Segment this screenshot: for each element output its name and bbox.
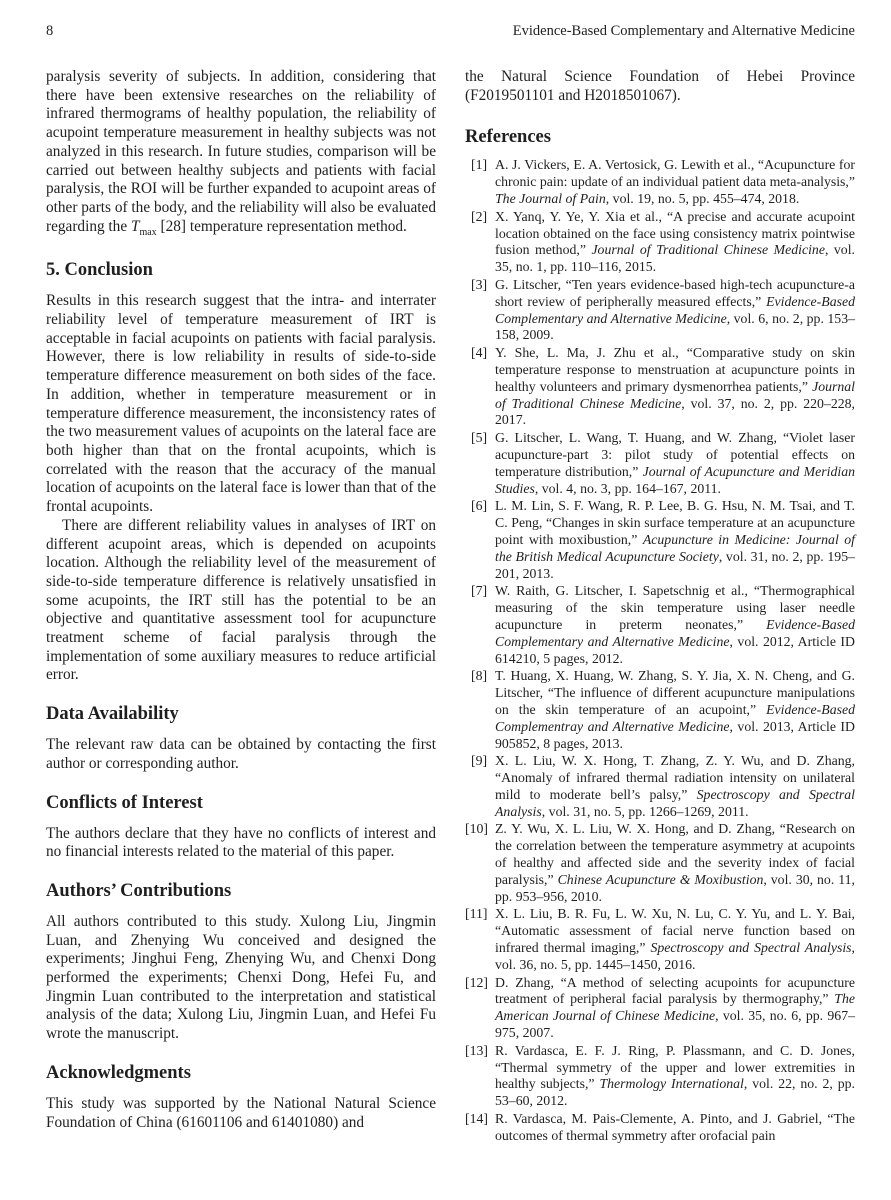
reference-journal: Thermology International bbox=[599, 1076, 744, 1092]
reference-text bbox=[495, 668, 855, 752]
reference-details: , vol. 35, no. 1, pp. 110–116, 2015. bbox=[495, 242, 855, 275]
reference-journal: The Journal of Pain bbox=[495, 191, 606, 206]
reference-number: [9] bbox=[471, 753, 488, 769]
left-column bbox=[46, 68, 436, 1132]
reference-citation: X. L. Liu, B. R. Fu, L. W. Xu, N. Lu, C. Y. Yu, and L. Y. Bai, “Automatic assessment of facial nerve function based on infrared thermal imaging,” bbox=[495, 906, 855, 956]
reference-citation: Y. She, L. Ma, J. Zhu et al., “Comparative study on skin temperature response to menstruation at acupuncture points in healthy volunteers and primary dysmenorrhea patients,” bbox=[495, 345, 855, 394]
reference-item bbox=[465, 906, 855, 973]
reference-journal: Chinese Acupuncture & Moxibustion bbox=[557, 871, 764, 887]
reference-number: [1] bbox=[471, 157, 488, 173]
reference-text bbox=[495, 583, 855, 667]
reference-number: [12] bbox=[465, 974, 488, 990]
reference-citation: L. M. Lin, S. F. Wang, R. P. Lee, B. G. Hsu, N. M. Tsai, and T. C. Peng, “Changes in skin surface temperature at an acupuncture point with moxibustion,” bbox=[495, 498, 855, 547]
conclusion-paragraph-1: Results in this research suggest that the intra- and interrater reliability level of temperature measurement of IRT is acceptable in facial acupoints on patients with facial paralysis. However, there is low reliability in results of side-to-side temperature difference measurement on both sides of the face. In addition, whether in temperature measurement or in temperature difference measurement, the inconsistency rates of the two measurement values of acupoints on the lateral face are both higher than that on the frontal acupoints, which is correlated with the reason that the accuracy of the manual location of acupoints on the lateral face is lower than that of the frontal acupoints. bbox=[46, 292, 436, 516]
reference-text bbox=[495, 1043, 855, 1110]
reference-journal: Evidence-Based Complementary and Alternative Medicine bbox=[495, 293, 855, 326]
reference-details: , vol. 2012, Article ID 614210, 5 pages, 2012. bbox=[495, 633, 855, 666]
reference-details: , vol. 31, no. 2, pp. 195–201, 2013. bbox=[495, 548, 855, 581]
reference-number: [6] bbox=[471, 498, 488, 514]
reference-number: [14] bbox=[465, 1111, 488, 1127]
reference-journal: Journal of Traditional Chinese Medicine bbox=[495, 378, 855, 411]
reference-item bbox=[465, 753, 855, 820]
t-subscript: max bbox=[139, 226, 157, 238]
reference-text bbox=[495, 498, 855, 582]
page-header bbox=[46, 20, 855, 42]
reference-item bbox=[465, 498, 855, 582]
reference-item bbox=[465, 345, 855, 429]
t-symbol: T bbox=[130, 217, 140, 235]
intro-text-a: paralysis severity of subjects. In addition, considering that there have been extensive researches on the reliability of infrared thermograms of healthy population, the reliability of acupoint temperature measurement in healthy subjects was not analyzed in this research. In future studies, comparison will be carried out between healthy subjects and patients with facial paralysis, the ROI will be further expanded to acupoint areas of other parts of the body, and the reliability will also be evaluated regarding the bbox=[46, 68, 436, 235]
reference-list bbox=[465, 157, 855, 1144]
conflicts-heading: Conflicts of Interest bbox=[46, 792, 203, 813]
references-heading: References bbox=[465, 127, 551, 148]
reference-journal: Spectroscopy and Spectral Analysis bbox=[495, 786, 855, 819]
reference-citation: A. J. Vickers, E. A. Vertosick, G. Lewith et al., “Acupuncture for chronic pain: update of an individual patient data meta-analysis,” bbox=[495, 157, 855, 190]
reference-number: [5] bbox=[471, 430, 488, 446]
reference-text bbox=[495, 753, 855, 820]
reference-item bbox=[465, 277, 855, 344]
reference-citation: X. L. Liu, W. X. Hong, T. Zhang, Z. Y. Wu, and D. Zhang, “Anomaly of infrared thermal radiation intensity on unilateral mild to moderate bell’s palsy,” bbox=[495, 753, 855, 802]
intro-paragraph bbox=[46, 68, 436, 242]
reference-citation: Z. Y. Wu, X. L. Liu, W. X. Hong, and D. Zhang, “Research on the correlation between the temperature asymmetry at acupoints of healthy and affected side and the severity index of facial paralysis,” bbox=[495, 821, 855, 887]
reference-text bbox=[495, 1111, 855, 1145]
reference-text bbox=[495, 277, 855, 344]
reference-number: [2] bbox=[471, 208, 488, 224]
reference-journal: Journal of Acupuncture and Meridian Studies bbox=[495, 463, 855, 496]
reference-citation: G. Litscher, L. Wang, T. Huang, and W. Zhang, “Violet laser acupuncture-part 3: pilot study of potential effects on temperature distribution,” bbox=[495, 430, 855, 479]
reference-item bbox=[465, 975, 855, 1042]
conclusion-heading: 5. Conclusion bbox=[46, 260, 153, 281]
acknowledgments-continued: the Natural Science Foundation of Hebei Province (F2019501101 and H2018501067). bbox=[465, 68, 855, 104]
reference-number: [3] bbox=[471, 276, 488, 292]
reference-item bbox=[465, 157, 855, 207]
reference-text bbox=[495, 157, 855, 207]
acknowledgments-text: This study was supported by the National Natural Science Foundation of China (61601106 and 61401080) and bbox=[46, 1094, 436, 1131]
reference-journal: The American Journal of Chinese Medicine bbox=[495, 991, 855, 1024]
reference-details: , vol. 37, no. 2, pp. 220–228, 2017. bbox=[495, 395, 855, 428]
reference-number: [11] bbox=[465, 906, 488, 922]
reference-citation: X. Yanq, Y. Ye, Y. Xia et al., “A precise and accurate acupoint location obtained on the face using consistency matrix pointwise fusion method,” bbox=[495, 208, 855, 258]
reference-item bbox=[465, 209, 855, 276]
reference-number: [7] bbox=[471, 583, 488, 599]
right-column bbox=[465, 68, 855, 1146]
reference-details: , vol. 2013, Article ID 905852, 8 pages, 2013. bbox=[495, 718, 855, 751]
journal-title: Evidence-Based Complementary and Alternative Medicine bbox=[512, 22, 855, 39]
reference-journal: Evidence-Based Complementray and Alternative Medicine bbox=[495, 701, 855, 734]
reference-details: , vol. 30, no. 11, pp. 953–956, 2010. bbox=[495, 871, 855, 904]
reference-details: , vol. 6, no. 2, pp. 153–158, 2009. bbox=[495, 310, 855, 343]
reference-journal: Acupuncture in Medicine: Journal of the British Medical Acupuncture Society bbox=[495, 531, 855, 564]
reference-citation: D. Zhang, “A method of selecting acupoints for acupuncture treatment of peripheral facial paralysis by thermography,” bbox=[495, 974, 855, 1007]
reference-item bbox=[465, 583, 855, 667]
conclusion-paragraph-2: There are different reliability values in analyses of IRT on different acupoint areas, which is depended on acupoints location. Although the reliability level of the measurement of side-to-side temperature difference is relatively unsatisfied in some acupoints, the IRT still has the potential to be an objective and quantitative assessment tool for acupuncture treatment scheme of facial paralysis through the implementation of some auxiliary measures to reduce artificial error. bbox=[46, 516, 436, 684]
reference-citation: W. Raith, G. Litscher, I. Sapetschnig et al., “Thermographical measuring of the skin temperature using laser needle acupuncture in preterm neonates,” bbox=[495, 583, 855, 632]
reference-details: , vol. 19, no. 5, pp. 455–474, 2018. bbox=[605, 191, 800, 206]
reference-text bbox=[495, 975, 855, 1042]
data-availability-text: The relevant raw data can be obtained by contacting the first author or corresponding author. bbox=[46, 736, 436, 772]
reference-item bbox=[465, 430, 855, 497]
contributions-text: All authors contributed to this study. Xulong Liu, Jingmin Luan, and Zhenying Wu conceived and designed the experiments; Jinghui Feng, Zhenying Wu, and Chenxi Dong performed the experiments; Chenxi Dong, Hefei Fu, and Jingmin Luan contributed to the interpretation and statistical analysis of the data; Xulong Liu, Jingmin Luan, and Hefei Fu wrote the manuscript. bbox=[46, 912, 436, 1043]
reference-citation: R. Vardasca, M. Pais-Clemente, A. Pinto, and J. Gabriel, “The outcomes of thermal symmetry after orofacial pain bbox=[495, 1111, 855, 1143]
contributions-heading: Authors’ Contributions bbox=[46, 880, 232, 901]
reference-item bbox=[465, 668, 855, 752]
reference-details: , vol. 22, no. 2, pp. 53–60, 2012. bbox=[495, 1076, 855, 1109]
reference-text bbox=[495, 345, 855, 429]
reference-details: , vol. 35, no. 6, pp. 967–975, 2007. bbox=[495, 1008, 855, 1041]
reference-number: [8] bbox=[471, 668, 488, 684]
reference-citation: T. Huang, X. Huang, W. Zhang, S. Y. Jia, X. N. Cheng, and G. Litscher, “The influence of different acupuncture manipulations on the skin temperature of an acupoint,” bbox=[495, 668, 855, 717]
reference-details: , vol. 31, no. 5, pp. 1266–1269, 2011. bbox=[541, 803, 749, 819]
reference-text bbox=[495, 430, 855, 497]
reference-citation: G. Litscher, “Ten years evidence-based high-tech acupuncture-a short review of peripherally measured effects,” bbox=[495, 276, 855, 309]
reference-item bbox=[465, 1043, 855, 1110]
reference-text bbox=[495, 821, 855, 905]
reference-text bbox=[495, 209, 855, 276]
intro-text-b: [28] temperature representation method. bbox=[156, 217, 407, 235]
reference-number: [10] bbox=[465, 821, 488, 837]
reference-journal: Evidence-Based Complementary and Alternative Medicine bbox=[495, 616, 855, 649]
reference-number: [4] bbox=[471, 345, 488, 361]
reference-journal: Journal of Traditional Chinese Medicine bbox=[591, 242, 825, 258]
reference-details: , vol. 4, no. 3, pp. 164–167, 2011. bbox=[534, 480, 721, 496]
reference-number: [13] bbox=[465, 1042, 488, 1058]
reference-journal: Spectroscopy and Spectral Analysis bbox=[650, 940, 852, 956]
reference-text bbox=[495, 906, 855, 973]
reference-item bbox=[465, 1111, 855, 1145]
conflicts-text: The authors declare that they have no conflicts of interest and no financial interests related to the material of this paper. bbox=[46, 824, 436, 861]
reference-citation: R. Vardasca, E. F. J. Ring, P. Plassmann, and C. D. Jones, “Thermal symmetry of the upper and lower extremities in healthy subjects,” bbox=[495, 1042, 855, 1092]
acknowledgments-heading: Acknowledgments bbox=[46, 1062, 191, 1083]
page-number: 8 bbox=[46, 22, 54, 39]
data-availability-heading: Data Availability bbox=[46, 704, 179, 725]
reference-details: , vol. 36, no. 5, pp. 1445–1450, 2016. bbox=[495, 940, 855, 972]
reference-item bbox=[465, 821, 855, 905]
